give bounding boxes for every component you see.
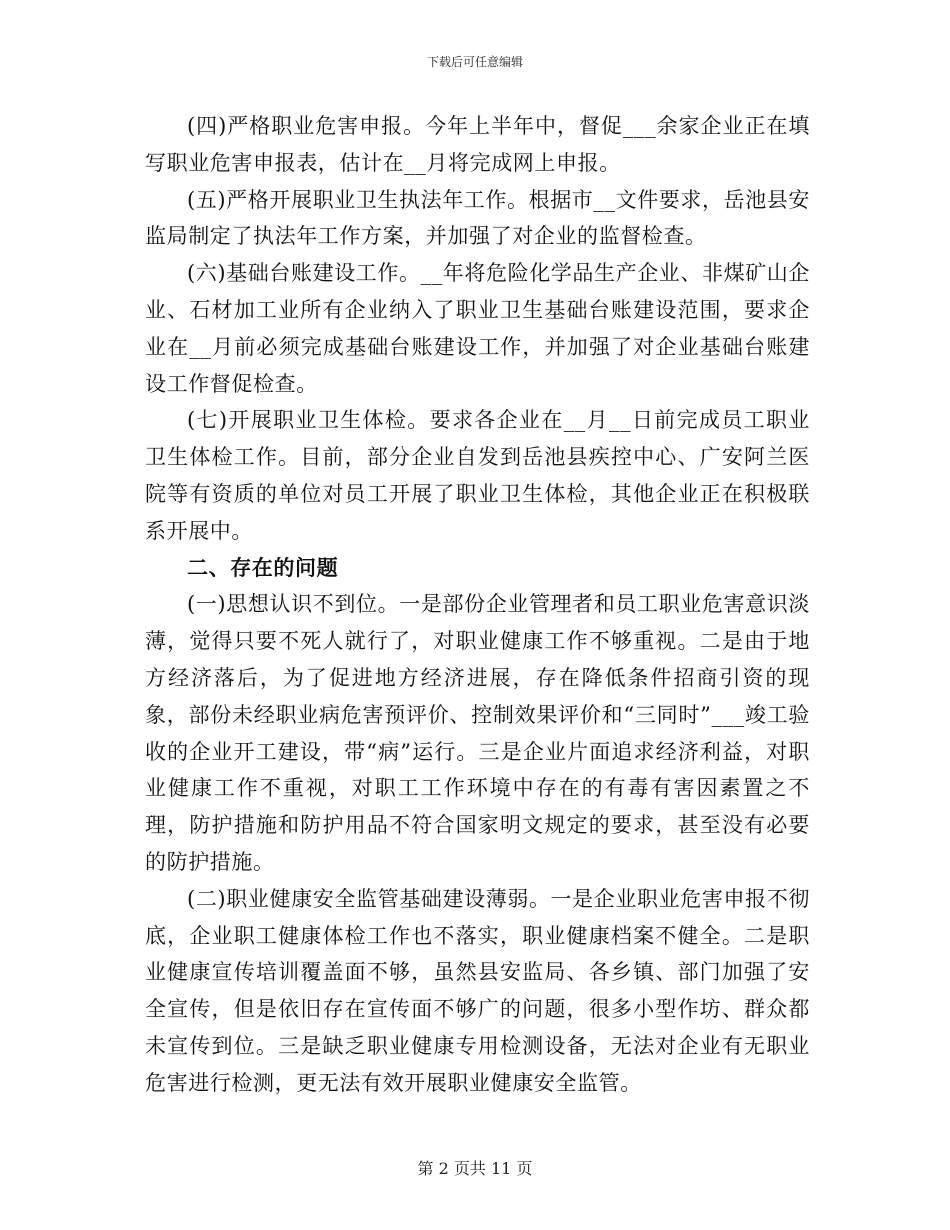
page-header: 下载后可任意编辑	[426, 55, 523, 69]
section-heading: 二、存在的问题	[187, 555, 339, 580]
paragraph-five: (五)严格开展职业卫生执法年工作。根据市__文件要求，岳池县安监局制定了执法年工作方案，并加强了对企业的监督检查。	[145, 187, 810, 249]
paragraph-six: (六)基础台账建设工作。__年将危险化学品生产企业、非煤矿山企业、石材加工业所有企业纳入了职业卫生基础台账建设范围，要求企业在__月前必须完成基础台账建设工作，并加强了对企业基础台账建设工作督促检查。	[145, 261, 810, 396]
paragraph-four: (四)严格职业危害申报。今年上半年中，督促___余家企业正在填写职业危害申报表，估计在__月将完成网上申报。	[145, 114, 810, 175]
document-body	[145, 108, 810, 1102]
issue-paragraph-one: (一)思想认识不到位。一是部份企业管理者和员工职业危害意识淡薄，觉得只要不死人就行了，对职业健康工作不够重视。二是由于地方经济落后，为了促进地方经济进展，存在降低条件招商引资的现象，部份未经职业病危害预评价、控制效果评价和“三同时”___竣工验收的企业开工建设，带“病”运行。三是企业片面追求经济利益，对职业健康工作不重视，对职工工作环境中存在的有毒有害因素置之不理，防护措施和防护用品不符合国家明文规定的要求，甚至没有必要的防护措施。	[145, 592, 810, 874]
issue-paragraph-two: (二)职业健康安全监管基础建设薄弱。一是企业职业危害申报不彻底，企业职工健康体检工作也不落实，职业健康档案不健全。二是职业健康宣传培训覆盖面不够，虽然县安监局、各乡镇、部门加强了安全宣传，但是依旧存在宣传面不够广的问题，很多小型作坊、群众都未宣传到位。三是缺乏职业健康专用检测设备，无法对企业有无职业危害进行检测，更无法有效开展职业健康安全监管。	[145, 886, 810, 1095]
paragraph-seven: (七)开展职业卫生体检。要求各企业在__月__日前完成员工职业卫生体检工作。目前，部分企业自发到岳池县疾控中心、广安阿兰医院等有资质的单位对员工开展了职业卫生体检，其他企业正在积极联系开展中。	[145, 408, 810, 543]
page-footer: 第 2 页共 11 页	[417, 1159, 533, 1178]
